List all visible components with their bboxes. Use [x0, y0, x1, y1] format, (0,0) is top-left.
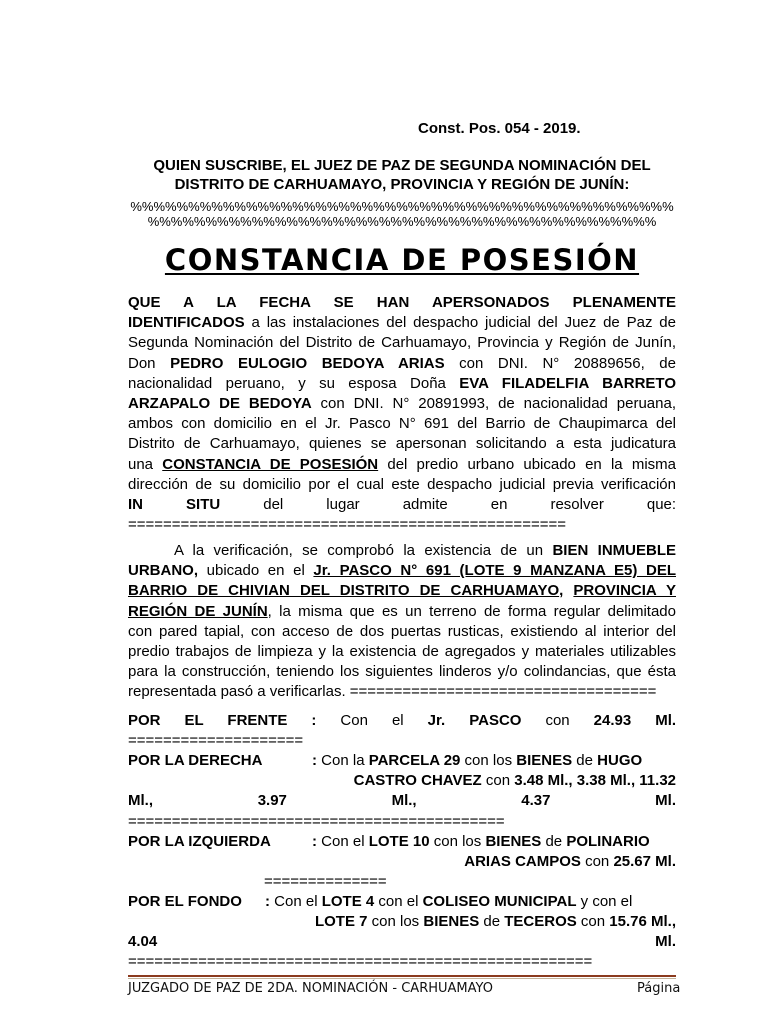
- document-title: [128, 243, 676, 277]
- footer-page-label: Página: [637, 981, 681, 996]
- text-line: para la construcción, teniendo los siguientes linderos y/o colindancias, que ésta: [128, 663, 676, 681]
- issuer-heading: [128, 156, 676, 194]
- boundary-front: POR EL FRENTE : Con el Jr. PASCO con 24.93 Ml.: [128, 712, 677, 729]
- text-line: nacionalidad peruano, y su esposa Doña EVA FILADELFIA BARRETO: [128, 374, 676, 392]
- footer-rule: [128, 975, 676, 977]
- text-line: predio trabajos de limpieza y la existencia de agregados y materiales utilizables: [128, 643, 676, 661]
- separator-line: %%%%%%%%%%%%%%%%%%%%%%%%%%%%%%%%%%%%%%%%%%%%%%%: [130, 199, 674, 214]
- separator-line: %%%%%%%%%%%%%%%%%%%%%%%%%%%%%%%%%%%%%%%%%%%%: [147, 214, 657, 229]
- boundary-right-line3: Ml., 3.97 Ml., 4.37 Ml.: [128, 792, 676, 810]
- title-text: CONSTANCIA DE POSESIÓN: [164, 243, 640, 277]
- text-line: REGIÓN DE JUNÍN, la misma que es un terreno de forma regular delimitado: [128, 602, 676, 620]
- footer-rule-thin: [128, 978, 676, 979]
- text-line: BARRIO DE CHIVIAN DEL DISTRITO DE CARHUAMAYO, PROVINCIA Y: [128, 582, 676, 600]
- issuer-line: DISTRITO DE CARHUAMAYO, PROVINCIA Y REGIÓN DE JUNÍN:: [174, 176, 630, 193]
- boundary-right: POR LA DERECHA : Con la PARCELA 29 con los BIENES de HUGO: [128, 752, 643, 770]
- paragraph-identification: [128, 293, 676, 535]
- separator-line: =====================================================: [128, 953, 593, 971]
- text-line: una CONSTANCIA DE POSESIÓN del predio urbano ubicado en la misma: [128, 455, 677, 473]
- text-line: con pared tapial, con acceso de dos puertas rusticas, existiendo al interior del: [128, 622, 676, 640]
- boundary-left: POR LA IZQUIERDA : Con el LOTE 10 con los BIENES de POLINARIO: [128, 832, 650, 850]
- boundary-back-line3: 4.04 Ml.: [128, 932, 676, 950]
- text-line: ambos con domicilio en el Jr. Pasco N° 691 del Barrio de Chaupimarca del: [128, 415, 676, 433]
- boundaries-section: [128, 711, 676, 972]
- text-line: Don PEDRO EULOGIO BEDOYA ARIAS con DNI. N° 20889656, de: [128, 354, 676, 372]
- text-line: ARZAPALO DE BEDOYA con DNI. N° 20891993, de nacionalidad peruana,: [128, 395, 677, 413]
- text-line: IN SITU del lugar admite en resolver que:: [128, 496, 677, 514]
- text-line: Distrito de Carhuamayo, quienes se apersonan solicitando a esta judicatura: [128, 435, 676, 453]
- boundary-right-line2: CASTRO CHAVEZ con 3.48 Ml., 3.38 Ml., 11.32: [353, 772, 676, 790]
- separator-line: ==============: [264, 872, 387, 890]
- paragraph-verification: [128, 541, 676, 703]
- separator-line: ===========================================: [128, 812, 505, 830]
- document-reference: Const. Pos. 054 - 2019.: [418, 120, 581, 137]
- issuer-line: QUIEN SUSCRIBE, EL JUEZ DE PAZ DE SEGUNDA NOMINACIÓN DEL: [153, 157, 651, 174]
- boundary-left-line2: ARIAS CAMPOS con 25.67 Ml.: [464, 852, 676, 870]
- separator-line: ==================================================: [128, 516, 566, 534]
- percent-separator: [128, 199, 676, 229]
- text-line: A la verificación, se comprobó la existencia de un BIEN INMUEBLE: [174, 542, 676, 559]
- boundary-back: POR EL FONDO : Con el LOTE 4 con el COLISEO MUNICIPAL y con el: [128, 892, 633, 910]
- text-line: dirección de su domicilio por el cual este despacho judicial previa verificación: [128, 475, 676, 493]
- footer-court-name: JUZGADO DE PAZ DE 2DA. NOMINACIÓN - CARHUAMAYO: [128, 981, 493, 996]
- text-line: QUE A LA FECHA SE HAN APERSONADOS PLENAMENTE: [128, 294, 676, 311]
- separator-line: ====================: [128, 732, 304, 750]
- text-line: representada pasó a verificarlas. ===================================: [128, 683, 657, 701]
- boundary-back-line2: LOTE 7 con los BIENES de TECEROS con 15.76 Ml.,: [314, 912, 676, 930]
- text-line: IDENTIFICADOS a las instalaciones del despacho judicial del Juez de Paz de: [128, 314, 676, 332]
- text-line: Segunda Nominación del Distrito de Carhuamayo, Provincia y Región de Junín,: [128, 334, 676, 352]
- text-line: URBANO, ubicado en el Jr. PASCO N° 691 (LOTE 9 MANZANA E5) DEL: [128, 562, 676, 580]
